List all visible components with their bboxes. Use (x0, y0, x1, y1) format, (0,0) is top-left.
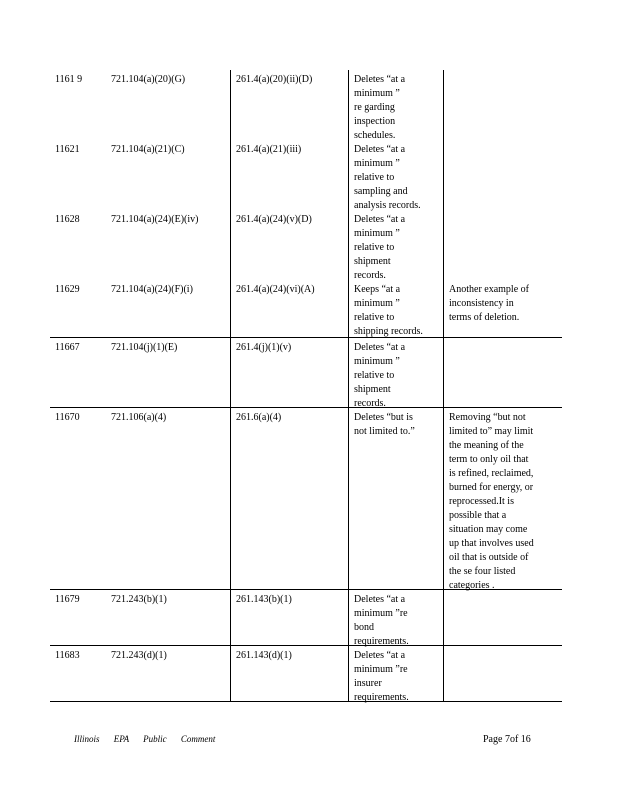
comment-cell: Removing “but not limited to” may limit the meaning of the term to only oil that is refined, reclaimed, burned for energy, or reprocessed.It is possible that a situation may come up that involves used oil that is outside of the se four listed categories . (449, 412, 534, 591)
comment-cell (444, 140, 562, 210)
federal-section-cell: 261.4(a)(24)(vi)(A) (231, 280, 349, 337)
federal-section-cell: 261.6(a)(4) (231, 408, 349, 589)
change-description-cell: Deletes “at a minimum ” relative to shipment records. (349, 210, 444, 280)
comment-table (50, 70, 562, 702)
line-number-cell: 11629 (55, 284, 80, 295)
change-description-cell: Deletes “at a minimum ” re garding inspection schedules. (349, 70, 444, 140)
page-number: Page 7of 16 (483, 734, 531, 745)
federal-section-cell: 261.4(j)(1)(v) (231, 338, 349, 407)
line-number-cell: 11683 (55, 650, 80, 661)
table-row (50, 70, 562, 140)
change-description-cell: Deletes “at a minimum ” relative to shipment records. (349, 338, 444, 407)
table-row (50, 280, 562, 338)
table-row (50, 140, 562, 210)
line-number-cell: 11667 (55, 342, 80, 353)
change-description-cell: Deletes “at a minimum ”re insurer requirements. (349, 646, 444, 701)
line-number-cell: 11679 (55, 594, 80, 605)
proposed-section-cell: 721.104(a)(24)(F)(i) (106, 280, 231, 337)
proposed-section-cell: 721.243(b)(1) (106, 590, 231, 645)
change-description-cell: Deletes “at a minimum ” relative to sampling and analysis records. (349, 140, 444, 210)
federal-section-cell: 261.4(a)(24)(v)(D) (231, 210, 349, 280)
federal-section-cell: 261.143(b)(1) (231, 590, 349, 645)
table-row (50, 646, 562, 702)
comment-cell (444, 338, 562, 407)
federal-section-cell: 261.143(d)(1) (231, 646, 349, 701)
comment-cell (444, 646, 562, 701)
comment-cell (444, 590, 562, 645)
table-row (50, 408, 562, 590)
line-number-cell: 1161 9 (55, 74, 83, 85)
table-row (50, 590, 562, 646)
federal-section-cell: 261.4(a)(21)(iii) (231, 140, 349, 210)
footer-source-text: Illinois EPA Public Comment (74, 734, 216, 744)
change-description-cell: Deletes “but is not limited to.” (349, 408, 444, 589)
change-description-cell: Keeps “at a minimum ” relative to shipping records. (349, 280, 444, 337)
line-number-cell: 11621 (55, 144, 80, 155)
line-number-cell: 11670 (55, 412, 80, 423)
line-number-cell: 11628 (55, 214, 80, 225)
comment-cell: Another example of inconsistency in terms of deletion. (449, 284, 529, 323)
proposed-section-cell: 721.104(a)(20)(G) (106, 70, 231, 140)
proposed-section-cell: 721.104(j)(1)(E) (106, 338, 231, 407)
federal-section-cell: 261.4(a)(20)(ii)(D) (231, 70, 349, 140)
proposed-section-cell: 721.104(a)(21)(C) (106, 140, 231, 210)
table-row (50, 210, 562, 280)
comment-cell (444, 210, 562, 280)
change-description-cell: Deletes “at a minimum ”re bond requirements. (349, 590, 444, 645)
proposed-section-cell: 721.106(a)(4) (106, 408, 231, 589)
table-row (50, 338, 562, 408)
comment-cell (444, 70, 562, 140)
proposed-section-cell: 721.104(a)(24)(E)(iv) (106, 210, 231, 280)
proposed-section-cell: 721.243(d)(1) (106, 646, 231, 701)
